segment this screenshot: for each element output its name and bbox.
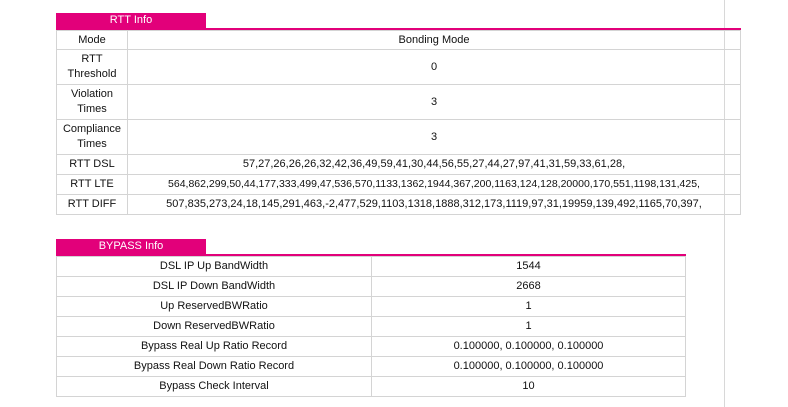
table-row — [57, 297, 686, 317]
row-value: 0 — [128, 50, 741, 85]
table-row — [57, 31, 741, 50]
table-row — [57, 120, 741, 155]
row-label: Bypass Real Down Ratio Record — [57, 357, 372, 377]
row-value: 2668 — [372, 277, 686, 297]
row-value: 564,862,299,50,44,177,333,499,47,536,570,1133,1362,1944,367,200,1163,124,128,20000,170,551,1198,131,425, — [128, 175, 741, 195]
row-label: Up ReservedBWRatio — [57, 297, 372, 317]
row-label: RTT LTE — [57, 175, 128, 195]
table-row — [57, 377, 686, 397]
row-label: DSL IP Down BandWidth — [57, 277, 372, 297]
rtt-info-section — [56, 13, 741, 215]
row-label: Bypass Check Interval — [57, 377, 372, 397]
bypass-info-title: BYPASS Info — [56, 239, 206, 254]
row-label: RTT Threshold — [57, 50, 128, 85]
row-value: 1 — [372, 297, 686, 317]
table-row — [57, 85, 741, 120]
row-label: Compliance Times — [57, 120, 128, 155]
table-row — [57, 195, 741, 215]
table-row — [57, 175, 741, 195]
table-row — [57, 50, 741, 85]
table-row — [57, 257, 686, 277]
table-row — [57, 155, 741, 175]
row-value: 0.100000, 0.100000, 0.100000 — [372, 357, 686, 377]
table-row — [57, 317, 686, 337]
row-label: DSL IP Up BandWidth — [57, 257, 372, 277]
row-label: RTT DSL — [57, 155, 128, 175]
rtt-info-table — [56, 30, 741, 215]
row-label: RTT DIFF — [57, 195, 128, 215]
row-value: 10 — [372, 377, 686, 397]
row-value: 507,835,273,24,18,145,291,463,-2,477,529,1103,1318,1888,312,173,1119,97,31,19959,139,492,1165,70,397, — [128, 195, 741, 215]
row-value: Bonding Mode — [128, 31, 741, 50]
row-label: Violation Times — [57, 85, 128, 120]
row-label: Mode — [57, 31, 128, 50]
row-value: 0.100000, 0.100000, 0.100000 — [372, 337, 686, 357]
table-row — [57, 357, 686, 377]
row-value: 3 — [128, 85, 741, 120]
row-value: 1544 — [372, 257, 686, 277]
table-row — [57, 337, 686, 357]
table-row — [57, 277, 686, 297]
row-label: Bypass Real Up Ratio Record — [57, 337, 372, 357]
bypass-info-section — [56, 239, 686, 397]
row-label: Down ReservedBWRatio — [57, 317, 372, 337]
row-value: 57,27,26,26,26,32,42,36,49,59,41,30,44,56,55,27,44,27,97,41,31,59,33,61,28, — [128, 155, 741, 175]
row-value: 1 — [372, 317, 686, 337]
row-value: 3 — [128, 120, 741, 155]
rtt-info-title: RTT Info — [56, 13, 206, 28]
bypass-info-table — [56, 256, 686, 397]
